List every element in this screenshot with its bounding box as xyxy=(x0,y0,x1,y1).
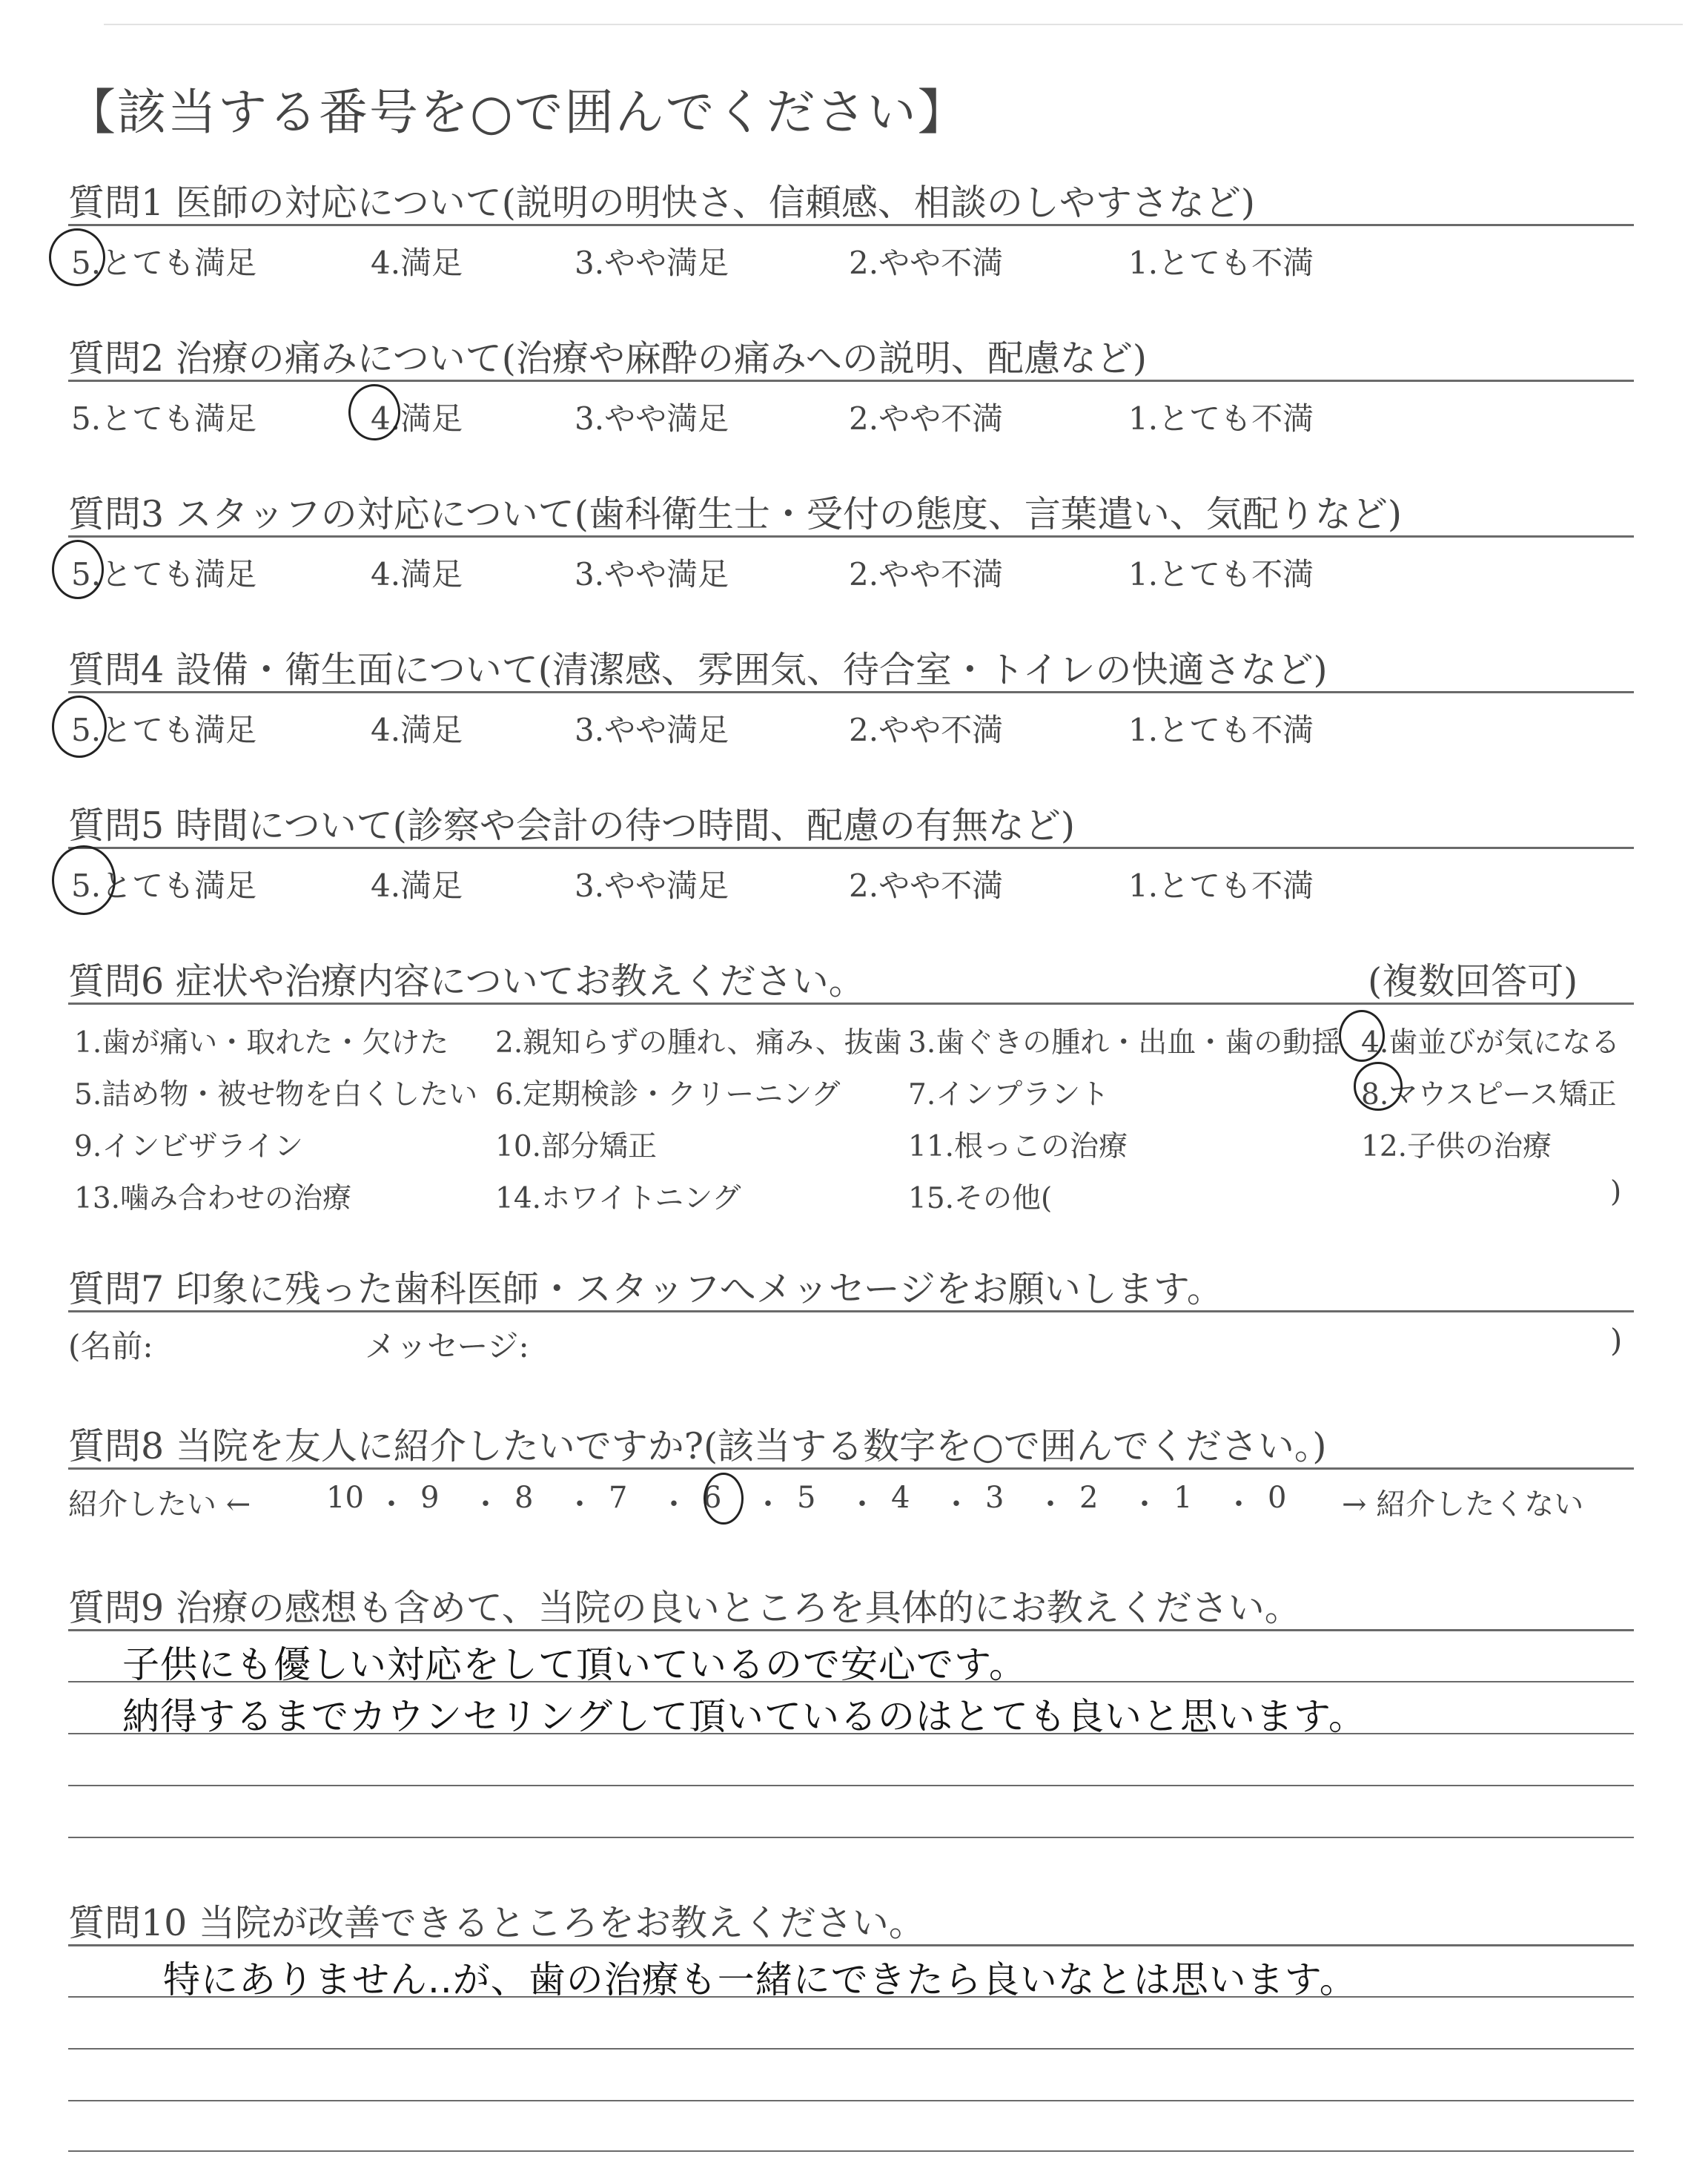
q8-scale-6[interactable]: 6 xyxy=(703,1481,722,1515)
q8-selection-circle xyxy=(704,1473,744,1525)
q2-option-4[interactable]: 4.満足 xyxy=(371,400,463,437)
q8-scale-10[interactable]: 10 xyxy=(326,1481,364,1515)
q10-answer-line-2 xyxy=(68,2048,1634,2050)
question-7-heading: 質問7 印象に残った歯科医師・スタッフへメッセージをお願いします。 xyxy=(68,1268,1223,1310)
question-6-heading: 質問6 症状や治療内容についてお教えください。 xyxy=(68,960,865,1003)
q6-option-4-selection-circle xyxy=(1339,1010,1385,1062)
q6-option-11[interactable]: 11.根っこの治療 xyxy=(908,1130,1128,1163)
question-6-rule xyxy=(68,1003,1634,1005)
q10-answer-line-4 xyxy=(68,2150,1634,2152)
q3-option-1[interactable]: 1.とても不満 xyxy=(1128,556,1314,592)
q7-message-label: メッセージ: xyxy=(365,1328,529,1364)
question-6-note: (複数回答可) xyxy=(1368,960,1578,1003)
q2-selection-circle xyxy=(348,384,400,440)
question-5-rule xyxy=(68,847,1634,849)
q3-option-5[interactable]: 5.とても満足 xyxy=(71,556,257,592)
q5-option-4[interactable]: 4.満足 xyxy=(371,868,463,904)
q5-option-2[interactable]: 2.やや不満 xyxy=(849,868,1004,904)
q8-scale-separator: ・ xyxy=(753,1487,783,1522)
q4-option-4[interactable]: 4.満足 xyxy=(371,712,463,748)
q6-option-8-selection-circle xyxy=(1354,1062,1403,1111)
question-2-heading: 質問2 治療の痛みについて(治療や麻酔の痛みへの説明、配慮など) xyxy=(68,337,1148,380)
question-3-heading: 質問3 スタッフの対応について(歯科衛生士・受付の態度、言葉遣い、気配りなど) xyxy=(68,493,1403,535)
question-8-rule xyxy=(68,1467,1634,1470)
q6-option-14[interactable]: 14.ホワイトニング xyxy=(495,1182,741,1215)
q4-option-3[interactable]: 3.やや満足 xyxy=(575,712,729,748)
q6-option-15[interactable]: 15.その他( xyxy=(908,1182,1053,1215)
question-4-rule xyxy=(68,691,1634,693)
page-title: 【該当する番号を○で囲んでください】 xyxy=(67,84,968,141)
q6-option-8[interactable]: 8.マウスピース矯正 xyxy=(1361,1078,1617,1112)
q4-selection-circle xyxy=(52,696,107,758)
q5-option-5[interactable]: 5.とても満足 xyxy=(71,868,257,904)
q8-right-label: → 紹介したくない xyxy=(1342,1487,1584,1522)
q2-option-5[interactable]: 5.とても満足 xyxy=(71,400,257,437)
q4-option-1[interactable]: 1.とても不満 xyxy=(1128,712,1314,748)
q4-option-5[interactable]: 5.とても満足 xyxy=(71,712,257,748)
question-5-heading: 質問5 時間について(診察や会計の待つ時間、配慮の有無など) xyxy=(68,805,1076,847)
q1-selection-circle xyxy=(49,228,105,286)
question-7-rule xyxy=(68,1310,1634,1312)
q8-scale-separator: ・ xyxy=(847,1487,877,1522)
q6-option-12[interactable]: 12.子供の治療 xyxy=(1361,1130,1552,1163)
q5-selection-circle xyxy=(52,845,116,915)
q8-scale-separator: ・ xyxy=(471,1487,500,1522)
q8-scale-separator: ・ xyxy=(1130,1487,1159,1522)
q6-option-4[interactable]: 4.歯並びが気になる xyxy=(1361,1026,1621,1060)
q1-option-2[interactable]: 2.やや不満 xyxy=(849,245,1004,281)
question-1-heading: 質問1 医師の対応について(説明の明快さ、信頼感、相談のしやすさなど) xyxy=(68,182,1256,224)
q1-option-1[interactable]: 1.とても不満 xyxy=(1128,245,1314,281)
q9-handwritten-answer-2: 納得するまでカウンセリングして頂いているのはとても良いと思います。 xyxy=(122,1695,1366,1738)
q7-close-paren: ) xyxy=(1610,1322,1623,1358)
question-2-rule xyxy=(68,380,1634,382)
q7-name-label: (名前: xyxy=(68,1328,153,1364)
q8-scale-separator: ・ xyxy=(377,1487,406,1522)
question-9-heading: 質問9 治療の感想も含めて、当院の良いところを具体的にお教えください。 xyxy=(68,1587,1301,1629)
q8-left-label: 紹介したい ← xyxy=(68,1487,251,1522)
q6-option-5[interactable]: 5.詰め物・被せ物を白くしたい xyxy=(74,1078,478,1112)
q8-scale-8[interactable]: 8 xyxy=(514,1481,534,1515)
q5-option-3[interactable]: 3.やや満足 xyxy=(575,868,729,904)
q3-option-4[interactable]: 4.満足 xyxy=(371,556,463,592)
q10-handwritten-answer-1: 特にありません..が、歯の治療も一緒にできたら良いなとは思います。 xyxy=(163,1958,1357,2001)
q9-handwritten-answer-1: 子供にも優しい対応をして頂いているので安心です。 xyxy=(122,1643,1027,1686)
scan-top-edge xyxy=(104,24,1683,25)
q8-scale-0[interactable]: 0 xyxy=(1268,1481,1287,1515)
q2-option-3[interactable]: 3.やや満足 xyxy=(575,400,729,437)
q8-scale-9[interactable]: 9 xyxy=(420,1481,440,1515)
q8-scale-separator: ・ xyxy=(659,1487,689,1522)
q3-option-3[interactable]: 3.やや満足 xyxy=(575,556,729,592)
q6-option-2[interactable]: 2.親知らずの腫れ、痛み、抜歯 xyxy=(495,1026,902,1060)
q4-option-2[interactable]: 2.やや不満 xyxy=(849,712,1004,748)
q6-option-7[interactable]: 7.インプラント xyxy=(908,1078,1110,1112)
q5-option-1[interactable]: 1.とても不満 xyxy=(1128,868,1314,904)
q6-option-3[interactable]: 3.歯ぐきの腫れ・出血・歯の動揺 xyxy=(908,1026,1341,1060)
q8-scale-1[interactable]: 1 xyxy=(1174,1481,1193,1515)
q1-option-4[interactable]: 4.満足 xyxy=(371,245,463,281)
q8-scale-2[interactable]: 2 xyxy=(1079,1481,1099,1515)
q3-selection-circle xyxy=(52,540,104,599)
q8-scale-5[interactable]: 5 xyxy=(797,1481,816,1515)
q8-scale-separator: ・ xyxy=(1224,1487,1254,1522)
question-10-rule xyxy=(68,1944,1634,1946)
q8-scale-separator: ・ xyxy=(1036,1487,1065,1522)
question-8-heading: 質問8 当院を友人に紹介したいですか?(該当する数字を○で囲んでください。) xyxy=(68,1425,1327,1467)
q10-answer-line-3 xyxy=(68,2100,1634,2101)
question-9-rule xyxy=(68,1629,1634,1631)
q9-answer-line-3 xyxy=(68,1785,1634,1786)
q1-option-3[interactable]: 3.やや満足 xyxy=(575,245,729,281)
q8-scale-separator: ・ xyxy=(941,1487,971,1522)
q6-option-6[interactable]: 6.定期検診・クリーニング xyxy=(495,1078,841,1112)
q8-scale-3[interactable]: 3 xyxy=(985,1481,1004,1515)
q6-option-1[interactable]: 1.歯が痛い・取れた・欠けた xyxy=(74,1026,449,1060)
q3-option-2[interactable]: 2.やや不満 xyxy=(849,556,1004,592)
q8-scale-4[interactable]: 4 xyxy=(891,1481,910,1515)
question-3-rule xyxy=(68,535,1634,538)
q2-option-2[interactable]: 2.やや不満 xyxy=(849,400,1004,437)
q6-option-13[interactable]: 13.噛み合わせの治療 xyxy=(74,1182,352,1215)
q6-option-9[interactable]: 9.インビザライン xyxy=(74,1130,304,1163)
q8-scale-separator: ・ xyxy=(565,1487,595,1522)
question-10-heading: 質問10 当院が改善できるところをお教えください。 xyxy=(68,1902,925,1944)
question-4-heading: 質問4 設備・衛生面について(清潔感、雰囲気、待合室・トイレの快適さなど) xyxy=(68,649,1328,691)
q8-scale-7[interactable]: 7 xyxy=(609,1481,628,1515)
q6-option-10[interactable]: 10.部分矯正 xyxy=(495,1130,658,1163)
q2-option-1[interactable]: 1.とても不満 xyxy=(1128,400,1314,437)
q1-option-5[interactable]: 5.とても満足 xyxy=(71,245,257,281)
q9-answer-line-4 xyxy=(68,1837,1634,1838)
question-1-rule xyxy=(68,224,1634,226)
q6-other-close-paren: ) xyxy=(1610,1175,1622,1209)
